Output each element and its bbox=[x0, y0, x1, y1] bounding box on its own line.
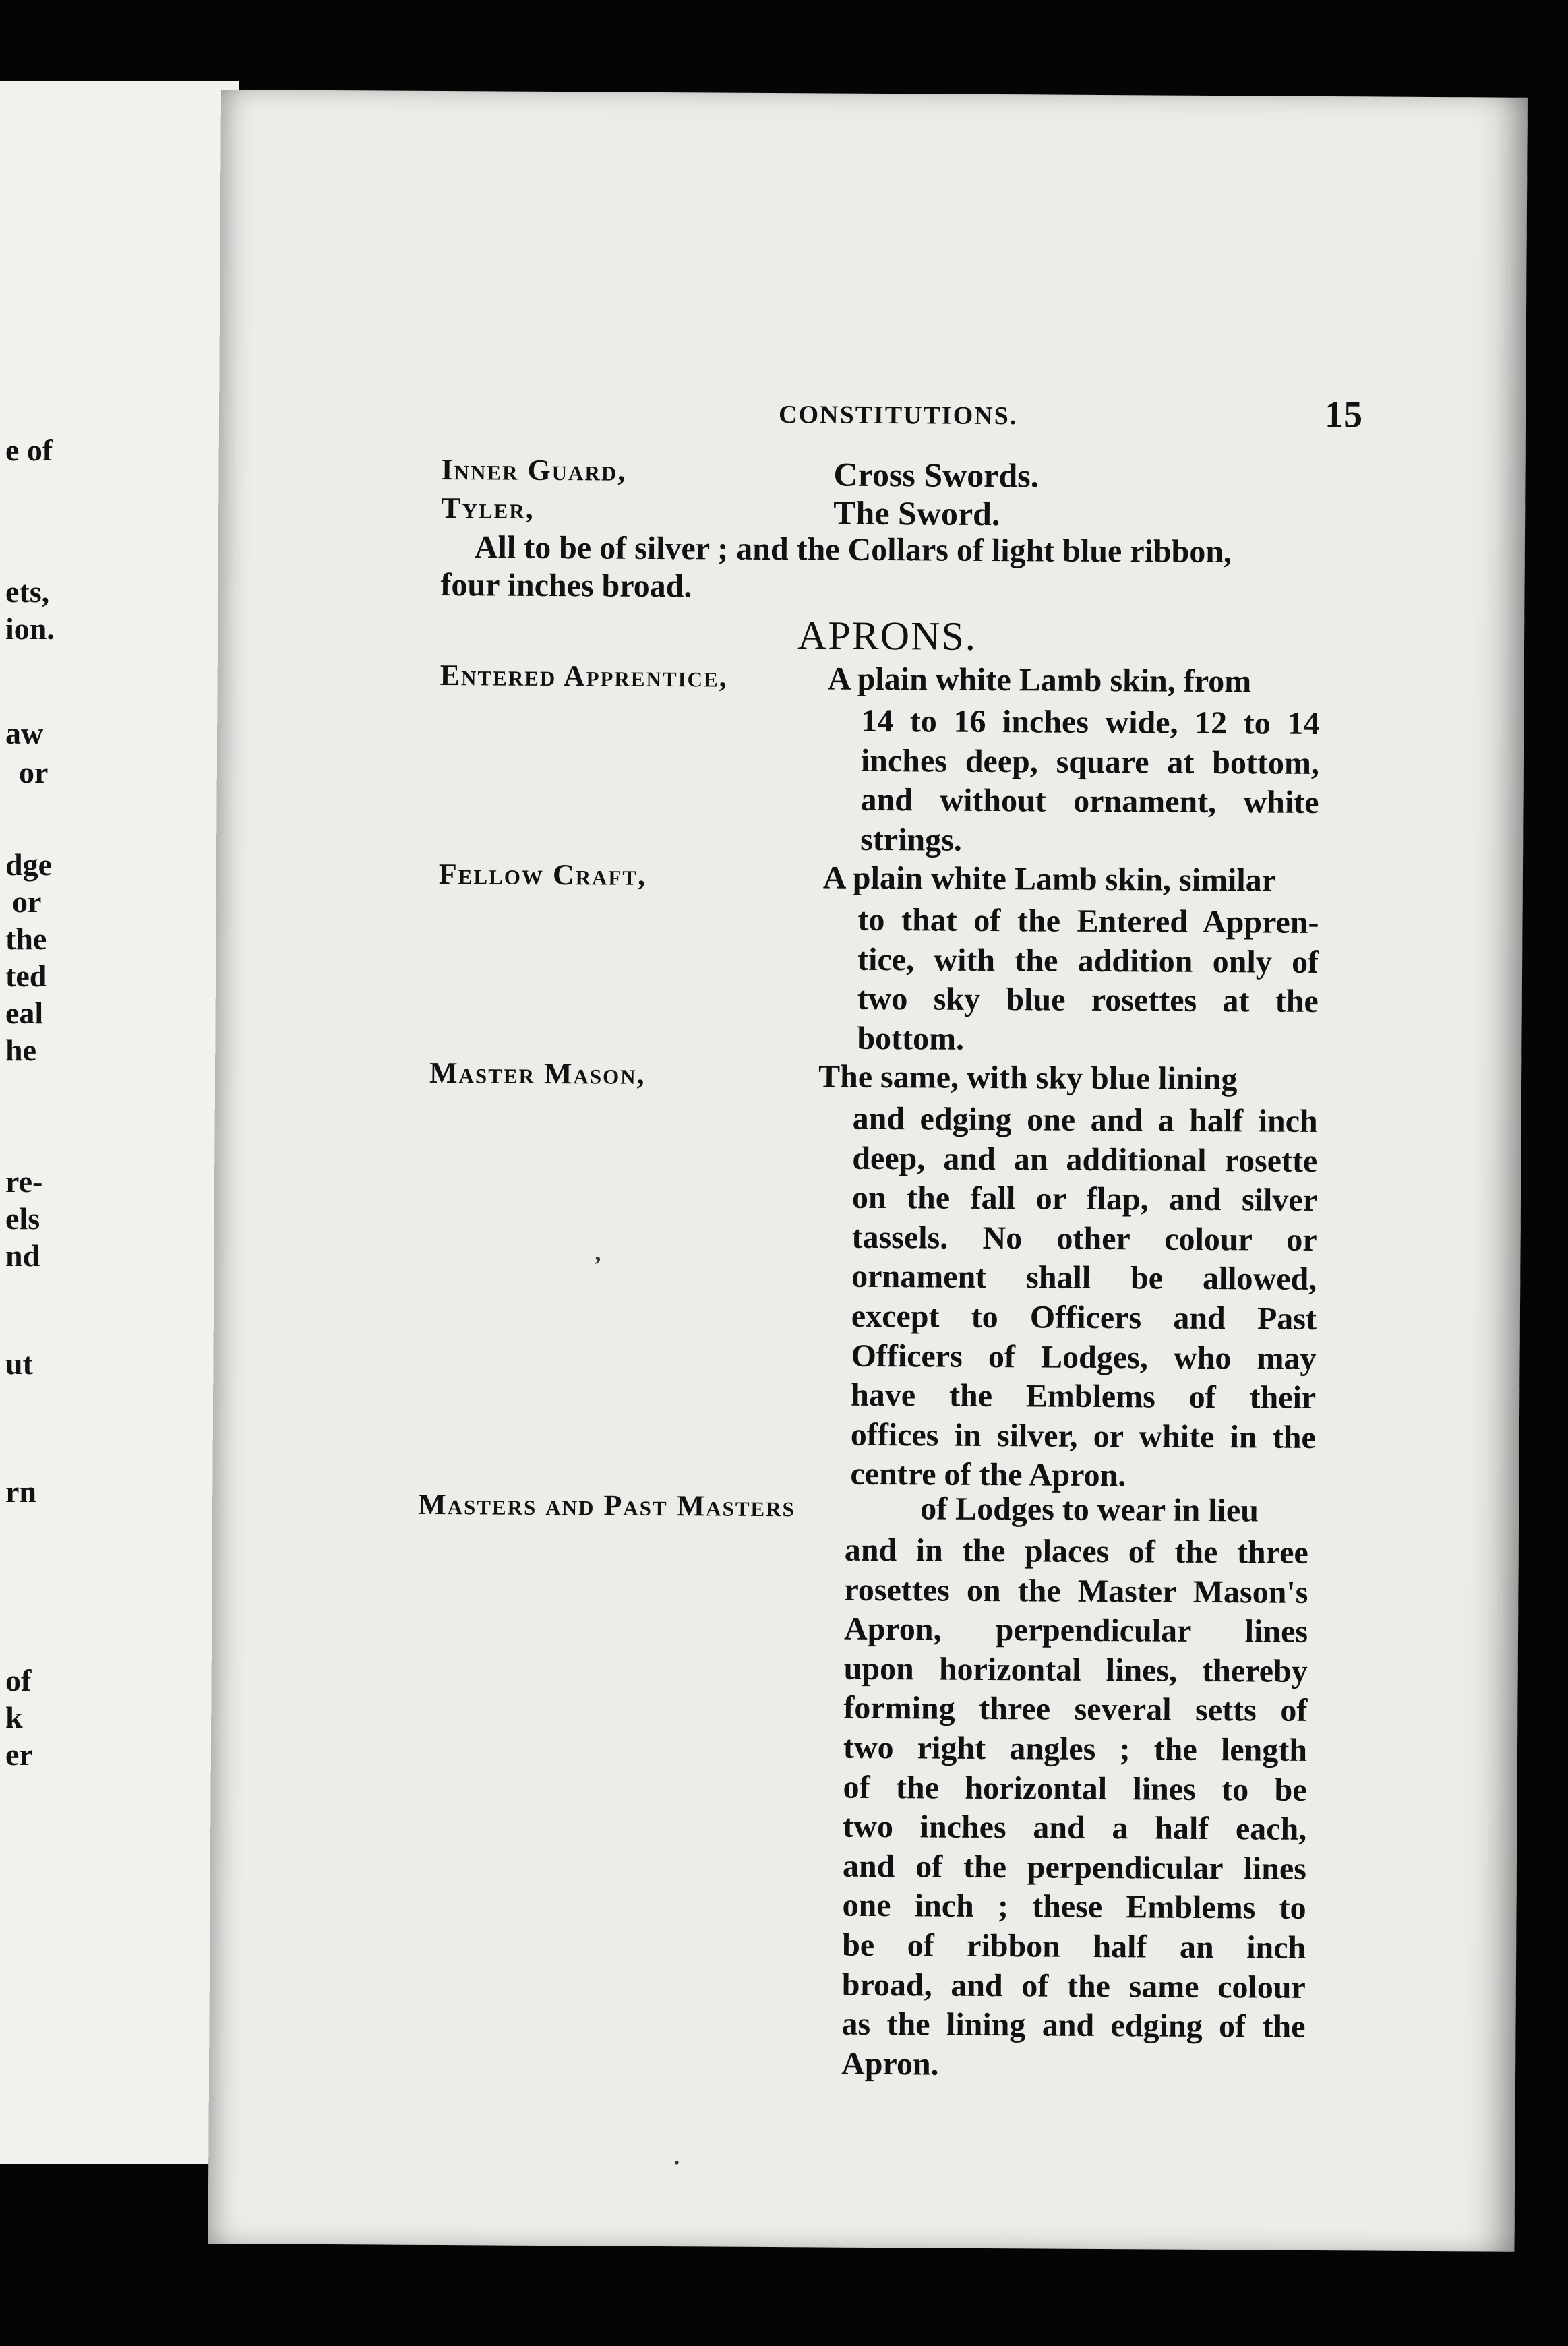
apron-first-line: A plain white Lamb skin, similar bbox=[822, 860, 1277, 899]
description-line: centre of the Apron. bbox=[850, 1456, 1126, 1494]
description-line: forming three several setts of bbox=[843, 1690, 1308, 1729]
description-line: and in the places of the three bbox=[844, 1532, 1308, 1571]
apron-degree: Masters and Past Masters bbox=[418, 1487, 795, 1524]
description-line: Officers of Lodges, who may bbox=[851, 1337, 1317, 1377]
left-fragment: ted bbox=[5, 959, 47, 993]
page-text bbox=[208, 90, 1527, 2252]
silver-note-line: All to be of silver ; and the Collars of light blue ribbon, bbox=[474, 529, 1232, 570]
left-fragment: eal bbox=[5, 996, 44, 1030]
description-line: one inch ; these Emblems to bbox=[842, 1888, 1306, 1927]
running-head: CONSTITUTIONS. bbox=[778, 400, 1018, 431]
description-line: and of the perpendicular lines bbox=[842, 1848, 1307, 1887]
description-line: 14 to 16 inches wide, 12 to 14 bbox=[861, 702, 1320, 742]
apron-first-line: A plain white Lamb skin, from bbox=[827, 661, 1252, 700]
left-fragment: ion. bbox=[5, 611, 55, 646]
description-line: rosettes on the Master Mason's bbox=[844, 1571, 1308, 1611]
description-line: tice, with the addition only of bbox=[857, 941, 1319, 980]
description-line: two right angles ; the length bbox=[843, 1729, 1308, 1768]
apron-description bbox=[841, 1531, 1308, 2086]
left-page-text-fragments bbox=[0, 81, 239, 2164]
left-fragment: or bbox=[19, 755, 49, 789]
left-fragment: er bbox=[5, 1737, 33, 1772]
description-line: two inches and a half each, bbox=[843, 1808, 1307, 1848]
description-line: tassels. No other colour or bbox=[851, 1219, 1317, 1258]
left-fragment: of bbox=[5, 1663, 32, 1697]
silver-note-line: four inches broad. bbox=[440, 567, 692, 605]
description-line: strings. bbox=[860, 821, 963, 858]
left-fragment: ets, bbox=[5, 574, 50, 609]
description-line: bottom. bbox=[857, 1020, 965, 1057]
description-line: ornament shall be allowed, bbox=[851, 1259, 1317, 1298]
ink-speck: , bbox=[595, 1238, 601, 1266]
apron-degree: Entered Apprentice, bbox=[440, 659, 728, 694]
officer-name: Tyler, bbox=[441, 491, 535, 525]
officer-jewel: Cross Swords. bbox=[833, 455, 1039, 495]
description-line: and without ornament, white bbox=[860, 782, 1319, 821]
left-fragment: els bbox=[5, 1201, 40, 1236]
description-line: Apron. bbox=[841, 2045, 939, 2082]
description-line: inches deep, square at bottom, bbox=[860, 742, 1320, 781]
left-facing-page bbox=[0, 81, 239, 2164]
officer-name: Inner Guard, bbox=[441, 453, 627, 487]
page-number: 15 bbox=[1324, 394, 1363, 436]
aprons-heading: APRONS. bbox=[797, 613, 977, 659]
right-page bbox=[208, 90, 1527, 2252]
apron-description bbox=[850, 1100, 1318, 1497]
apron-first-line: The same, with sky blue lining bbox=[818, 1058, 1238, 1097]
description-line: offices in silver, or white in the bbox=[850, 1416, 1316, 1455]
description-line: Apron, perpendicular lines bbox=[843, 1611, 1308, 1650]
description-line: deep, and an additional rosette bbox=[852, 1140, 1318, 1179]
description-line: two sky blue rosettes at the bbox=[857, 980, 1319, 1020]
description-line: broad, and of the same colour bbox=[841, 1966, 1306, 2006]
left-fragment: dge bbox=[5, 847, 52, 882]
ink-speck: . bbox=[673, 2142, 680, 2170]
left-fragment: the bbox=[5, 922, 47, 956]
apron-description bbox=[860, 702, 1319, 863]
description-line: and edging one and a half inch bbox=[852, 1100, 1318, 1139]
left-fragment: k bbox=[5, 1700, 23, 1735]
description-line: be of ribbon half an inch bbox=[842, 1927, 1306, 1966]
apron-description bbox=[857, 901, 1319, 1062]
apron-degree: Fellow Craft, bbox=[438, 857, 647, 892]
left-fragment: rn bbox=[5, 1474, 36, 1509]
left-fragment: he bbox=[5, 1033, 36, 1067]
apron-first-line: of Lodges to wear in lieu bbox=[919, 1491, 1259, 1529]
left-fragment: aw bbox=[5, 716, 44, 750]
description-line: on the fall or flap, and silver bbox=[851, 1179, 1318, 1219]
description-line: except to Officers and Past bbox=[851, 1298, 1317, 1337]
description-line: as the lining and edging of the bbox=[841, 2006, 1306, 2045]
left-fragment: e of bbox=[5, 433, 53, 467]
apron-degree: Master Mason, bbox=[429, 1056, 646, 1091]
left-fragment: ut bbox=[5, 1346, 33, 1381]
description-line: have the Emblems of their bbox=[851, 1377, 1317, 1416]
left-fragment: or bbox=[12, 884, 42, 919]
description-line: to that of the Entered Appren- bbox=[857, 901, 1319, 940]
left-fragment: nd bbox=[5, 1238, 40, 1273]
officer-jewel: The Sword. bbox=[833, 493, 1000, 533]
left-fragment: re- bbox=[5, 1164, 43, 1199]
description-line: upon horizontal lines, thereby bbox=[843, 1650, 1308, 1689]
description-line: of the horizontal lines to be bbox=[843, 1769, 1307, 1808]
